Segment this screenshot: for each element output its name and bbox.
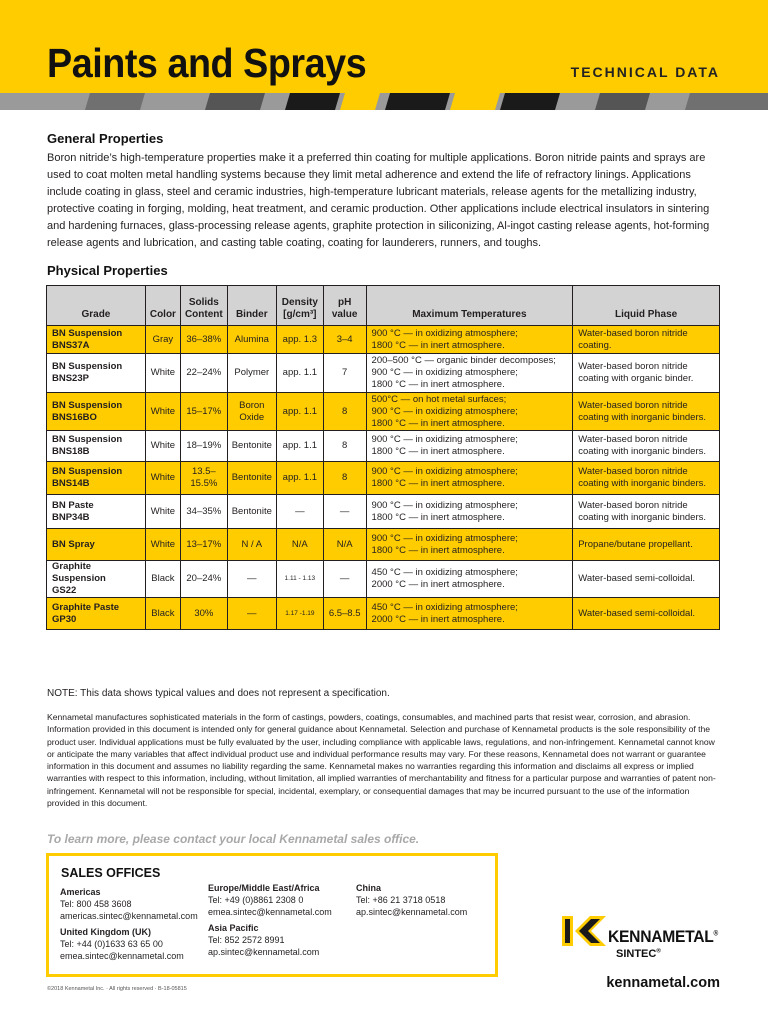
cell-liquid-line: coating with inorganic binders. (578, 446, 707, 457)
cell-binder-line: Bentonite (231, 505, 272, 517)
cell-solids (180, 495, 227, 529)
cell-binder (227, 354, 276, 393)
cell-color (145, 431, 180, 462)
cell-temps-line: 1800 °C — in inert atmosphere. (371, 417, 505, 429)
cell-binder-line: Polymer (234, 367, 270, 378)
cell-liquid (573, 462, 720, 495)
cell-grade (47, 561, 146, 598)
office-name: Asia Pacific (208, 923, 259, 933)
copyright-text: ©2018 Kennametal Inc. · All rights reserved · B-18-05815 (47, 986, 187, 992)
cell-solids (180, 462, 227, 495)
col-ph: pH value (323, 286, 366, 326)
cell-liquid (573, 529, 720, 561)
cell-color-line: White (150, 505, 176, 517)
note-text: NOTE: This data shows typical values and does not represent a specification. (47, 688, 390, 699)
cell-binder (227, 393, 276, 431)
cell-density (276, 561, 323, 598)
office-tel: Tel: +44 (0)1633 63 65 00 (60, 939, 163, 949)
cell-color (145, 326, 180, 354)
cell-solids-line: 22–24% (186, 367, 222, 378)
cell-grade (47, 462, 146, 495)
col-temps: Maximum Temperatures (366, 286, 573, 326)
office-email[interactable]: ap.sintec@kennametal.com (356, 907, 468, 917)
cell-solids (180, 529, 227, 561)
cell-temps-line: 900 °C — in oxidizing atmosphere; (371, 532, 518, 544)
cell-liquid-line: Water-based boron nitride (578, 434, 688, 445)
cell-liquid-line: Water-based boron nitride (578, 399, 688, 411)
cell-density (276, 393, 323, 431)
table-row (47, 561, 720, 598)
cell-liquid (573, 431, 720, 462)
col-density: Density [g/cm³] (276, 286, 323, 326)
cell-temps-line: 1800 °C — in inert atmosphere. (371, 544, 505, 556)
website-link[interactable]: kennametal.com (606, 975, 720, 991)
cell-binder-line: Bentonite (231, 472, 272, 483)
cell-color-line: Gray (152, 333, 174, 345)
cell-ph-line: — (339, 573, 350, 584)
cell-binder-line: Alumina (234, 333, 269, 345)
cell-temps (366, 462, 573, 495)
office-tel: Tel: +49 (0)8861 2308 0 (208, 895, 304, 905)
cell-ph-line: 8 (342, 405, 348, 417)
cell-grade (47, 393, 146, 431)
cell-temps-line: 1800 °C — in inert atmosphere. (371, 379, 505, 390)
table-row (47, 431, 720, 462)
cell-solids (180, 598, 227, 630)
cell-ph-line: 7 (342, 367, 348, 378)
cell-binder-line: — (247, 573, 257, 584)
cell-density-line: app. 1.1 (282, 405, 318, 417)
cell-temps-line: 900 °C — in oxidizing atmosphere; (371, 327, 518, 339)
cell-grade-line: Graphite Paste (52, 601, 120, 613)
cell-ph (323, 393, 366, 431)
cell-liquid (573, 393, 720, 431)
cell-grade (47, 354, 146, 393)
office-tel: Tel: +86 21 3718 0518 (356, 895, 446, 905)
cell-ph-line: — (339, 505, 350, 517)
table-header-row (47, 286, 720, 326)
cell-color (145, 462, 180, 495)
table-row (47, 354, 720, 393)
cell-grade (47, 529, 146, 561)
table-row (47, 598, 720, 630)
cell-liquid-line: Water-based boron nitride (578, 361, 688, 372)
office-email[interactable]: emea.sintec@kennametal.com (60, 951, 184, 961)
office-name: United Kingdom (UK) (60, 927, 151, 937)
cell-density (276, 431, 323, 462)
cell-temps (366, 598, 573, 630)
office-china (356, 882, 467, 918)
cell-temps-line: 1800 °C — in inert atmosphere. (371, 339, 505, 351)
general-properties-text: Boron nitride’s high-temperature properties make it a preferred thin coating for multiple applications. Boron nitride paints and sprays are used to coat molten metal handling systems because they limit metal adherence and extend the life of refractory linings. Applications include coating in glass, steel and ceramic industries, high-temperature lubricant materials, release agents for the metallizing industry, protective coating in forging, molding, heat treatment, and ceramic production. Other applications include electrical insulators in sintering and hardening furnaces, glass-processing release agents, graphite protection in siliconizing, Al-ingot casting release agents, hot-forming release agents and lubrication, and casting table coating, coating for launderers, runners, and toughs. (47, 152, 710, 249)
cell-liquid-line: Propane/butane propellant. (578, 538, 693, 550)
header-stripe (0, 93, 768, 110)
cell-temps-line: 1800 °C — in inert atmosphere. (371, 446, 505, 457)
cell-grade-line: BN Suspension (52, 434, 123, 445)
office-email[interactable]: emea.sintec@kennametal.com (208, 907, 332, 917)
cell-temps (366, 354, 573, 393)
cell-solids-line: 15–17% (186, 405, 222, 417)
cell-binder (227, 462, 276, 495)
cell-color (145, 561, 180, 598)
cell-binder-line: Bentonite (231, 440, 272, 451)
cell-ph (323, 561, 366, 598)
cell-color (145, 495, 180, 529)
office-emea (208, 882, 332, 918)
learn-more-text: To learn more, please contact your local Kennametal sales office. (47, 832, 420, 846)
cell-grade (47, 326, 146, 354)
cell-liquid-line: Water-based boron nitride coating. (578, 327, 688, 351)
cell-grade-line: BN Suspension (52, 466, 123, 477)
cell-grade (47, 495, 146, 529)
cell-temps (366, 561, 573, 598)
cell-density (276, 462, 323, 495)
cell-temps-line: 900 °C — in oxidizing atmosphere; (371, 434, 518, 445)
cell-density-line: app. 1.1 (282, 472, 318, 483)
cell-grade (47, 431, 146, 462)
sales-offices-title: SALES OFFICES (61, 866, 161, 880)
cell-solids-line: 34–35% (186, 505, 222, 517)
office-tel: Tel: 800 458 3608 (60, 899, 132, 909)
cell-grade-line: BNS14B (52, 478, 90, 489)
cell-temps-line: 900 °C — in oxidizing atmosphere; (371, 367, 518, 378)
cell-grade-line: BN Suspension (52, 399, 123, 411)
cell-solids-line: 30% (194, 607, 214, 619)
cell-color (145, 354, 180, 393)
cell-liquid-line: Water-based boron nitride (578, 466, 688, 477)
cell-grade-line: BN Suspension (52, 361, 123, 372)
cell-liquid (573, 354, 720, 393)
cell-liquid (573, 326, 720, 354)
cell-liquid-line: coating with inorganic binders. (578, 511, 707, 523)
office-email[interactable]: americas.sintec@kennametal.com (60, 911, 198, 921)
cell-color (145, 529, 180, 561)
cell-binder-line: Boron Oxide (239, 399, 265, 423)
cell-temps (366, 431, 573, 462)
cell-ph (323, 462, 366, 495)
cell-density-line: 1.17 -1.19 (285, 609, 315, 617)
cell-solids (180, 431, 227, 462)
cell-temps-line: 900 °C — in oxidizing atmosphere; (371, 466, 518, 477)
cell-binder (227, 431, 276, 462)
physical-properties-heading: Physical Properties (47, 263, 168, 278)
physical-properties-table (46, 285, 720, 630)
cell-liquid (573, 495, 720, 529)
cell-ph-line: 8 (342, 440, 348, 451)
cell-grade-line: BN Suspension (52, 327, 123, 339)
col-color: Color (145, 286, 180, 326)
table-row (47, 462, 720, 495)
cell-liquid (573, 598, 720, 630)
cell-solids-line: 13–17% (186, 538, 222, 550)
cell-binder (227, 495, 276, 529)
cell-temps (366, 495, 573, 529)
cell-color-line: White (150, 405, 176, 417)
cell-color-line: White (150, 538, 176, 550)
cell-density-line: N/A (291, 538, 308, 550)
cell-ph (323, 326, 366, 354)
cell-temps-line: 450 °C — in oxidizing atmosphere; (371, 601, 518, 613)
cell-grade-line: BNP34B (52, 511, 90, 523)
cell-liquid-line: coating with inorganic binders. (578, 478, 707, 489)
cell-ph-line: 6.5–8.5 (328, 607, 361, 619)
cell-temps (366, 529, 573, 561)
cell-temps-line: 500°C — on hot metal surfaces; (371, 393, 507, 405)
table-row (47, 393, 720, 431)
office-name: Americas (60, 887, 101, 897)
cell-grade-line: Graphite Suspension (52, 561, 106, 584)
office-asia-pacific (208, 922, 319, 958)
cell-ph (323, 598, 366, 630)
cell-ph-line: 3–4 (336, 333, 353, 345)
cell-liquid-line: Water-based boron nitride (578, 499, 688, 511)
technical-data-label: TECHNICAL DATA (570, 64, 720, 80)
cell-ph (323, 354, 366, 393)
cell-binder (227, 598, 276, 630)
cell-ph-line: N/A (336, 538, 353, 550)
cell-density-line: — (295, 505, 305, 517)
cell-temps-line: 2000 °C — in inert atmosphere. (371, 579, 505, 590)
sub-brand: SINTEC® (616, 948, 661, 960)
cell-color-line: White (150, 367, 176, 378)
cell-density-line: app. 1.3 (282, 333, 318, 345)
cell-color-line: White (150, 472, 176, 483)
cell-binder (227, 326, 276, 354)
cell-solids (180, 354, 227, 393)
cell-temps-line: 1800 °C — in inert atmosphere. (371, 511, 505, 523)
cell-color-line: White (150, 440, 176, 451)
table-row (47, 326, 720, 354)
cell-temps-line: 900 °C — in oxidizing atmosphere; (371, 499, 518, 511)
cell-temps (366, 326, 573, 354)
cell-density-line: 1.11 - 1.13 (284, 575, 316, 582)
cell-solids-line: 36–38% (186, 333, 222, 345)
cell-color-line: Black (151, 573, 175, 584)
cell-grade-line: BNS23P (52, 373, 89, 384)
cell-grade-line: GS22 (52, 585, 77, 596)
col-liquid: Liquid Phase (573, 286, 720, 326)
office-tel: Tel: 852 2572 8991 (208, 935, 285, 945)
cell-grade-line: BNS16BO (52, 411, 97, 423)
cell-ph (323, 431, 366, 462)
cell-ph-line: 8 (342, 472, 348, 483)
cell-solids-line: 13.5–15.5% (190, 466, 218, 489)
legal-disclaimer: Kennametal manufactures sophisticated materials in the form of castings, powders, coatings, consumables, and machined parts that resist wear, corrosion, and abrasion. Information provided in this document is intended only for general guidance about Kennametal. Selection and purchase of Kennametal products is the sole responsibility of the product user. Individual applications must be fully evaluated by the user, including compliance with applicable laws, regulations, and non-infringement. Kennametal cannot know or anticipate the many variables that affect individual product use and individual performance results may vary. For these reasons, Kennametal does not warrant or guarantee information in this document and assumes no liability regarding the same. Kennametal makes no warranties regarding this information and disclaims all express or implied warranties with respect to this information, including, without limitation, all implied warranties of merchantability and fitness for a particular purpose and warranties of patent non-infringement. Kennametal will not be responsible for special, incidental, exemplary, or consequential damages that may be incurred pursuant to the use of the information provided in this document. (47, 712, 716, 809)
cell-grade-line: BN Spray (52, 538, 95, 550)
office-americas (60, 886, 198, 922)
cell-temps-line: 2000 °C — in inert atmosphere. (371, 613, 505, 625)
cell-color (145, 393, 180, 431)
cell-grade-line: BN Paste (52, 499, 94, 511)
cell-liquid (573, 561, 720, 598)
cell-solids-line: 20–24% (186, 573, 222, 584)
office-name: China (356, 883, 382, 893)
cell-binder-line: — (247, 607, 257, 619)
cell-ph (323, 529, 366, 561)
brand-name: KENNAMETAL® (608, 927, 719, 946)
office-name: Europe/Middle East/Africa (208, 883, 320, 893)
cell-temps-line: 900 °C — in oxidizing atmosphere; (371, 405, 518, 417)
cell-liquid-line: Water-based semi-colloidal. (578, 573, 696, 584)
cell-temps-line: 1800 °C — in inert atmosphere. (371, 478, 505, 489)
col-solids: Solids Content (180, 286, 227, 326)
office-uk (60, 926, 184, 962)
page-title: Paints and Sprays (47, 40, 367, 86)
cell-color (145, 598, 180, 630)
cell-grade (47, 598, 146, 630)
cell-density (276, 495, 323, 529)
cell-grade-line: BNS18B (52, 446, 90, 457)
cell-solids (180, 326, 227, 354)
cell-grade-line: BNS37A (52, 339, 90, 351)
cell-temps (366, 393, 573, 431)
cell-liquid-line: coating with organic binder. (578, 373, 694, 384)
header-band (0, 0, 768, 93)
cell-grade-line: GP30 (52, 613, 77, 625)
cell-ph (323, 495, 366, 529)
cell-density-line: app. 1.1 (282, 367, 318, 378)
cell-binder-line: N / A (241, 538, 263, 550)
cell-density (276, 326, 323, 354)
col-binder: Binder (227, 286, 276, 326)
cell-color-line: Black (151, 607, 175, 619)
cell-liquid-line: Water-based semi-colloidal. (578, 607, 696, 619)
cell-temps-line: 200–500 °C — organic binder decomposes; (371, 355, 556, 366)
cell-solids-line: 18–19% (186, 440, 222, 451)
table-row (47, 529, 720, 561)
col-grade: Grade (47, 286, 146, 326)
cell-solids (180, 393, 227, 431)
sales-offices-box (46, 853, 498, 977)
cell-density (276, 354, 323, 393)
cell-liquid-line: coating with inorganic binders. (578, 411, 707, 423)
cell-density (276, 598, 323, 630)
cell-binder (227, 561, 276, 598)
cell-temps-line: 450 °C — in oxidizing atmosphere; (371, 567, 518, 578)
office-email[interactable]: ap.sintec@kennametal.com (208, 947, 320, 957)
general-properties-heading: General Properties (47, 131, 164, 146)
cell-solids (180, 561, 227, 598)
cell-density-line: app. 1.1 (282, 440, 318, 451)
cell-density (276, 529, 323, 561)
table-row (47, 495, 720, 529)
cell-binder (227, 529, 276, 561)
